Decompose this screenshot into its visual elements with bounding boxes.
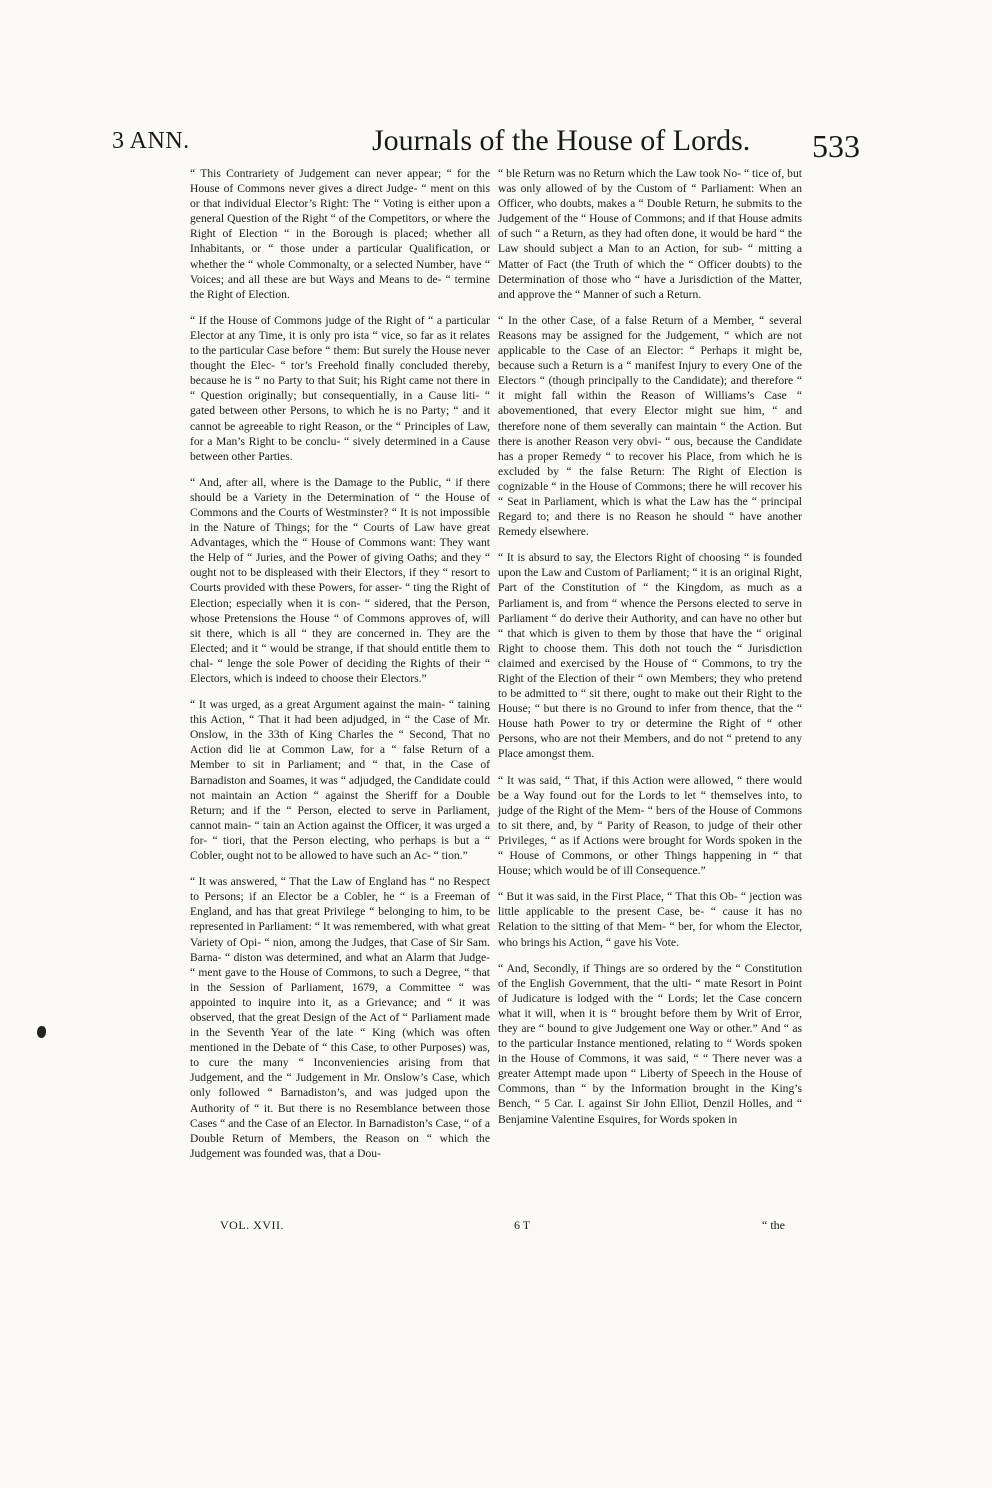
left-column [190,166,490,1172]
right-column [498,166,802,1138]
page-title: Journals of the House of Lords. [372,124,751,157]
paragraph: “ And, after all, where is the Damage to the Public, “ if there should be a Variety in the Determination of “ the House of Commons and the Courts of Westminster? “ It is not impossible in the Nature of Things; for the “ Courts of Law have great Advantages, which the “ House of Commons want: They want the Help of “ Juries, and the Power of giving Oaths; and they “ ought not to be displeased with their Electors, if they “ resort to Courts provided with these Powers, for asser- “ ting the Right of Election; especially when it is con- “ sidered, that the Person, whose Pretensions the House “ of Commons approves of, will sit there, which is all “ they are concerned in. They are the Elected; and it “ would be strange, if that should entitle them to chal- “ lenge the sole Power of deciding the Rights of their “ Electors, which is indeed to choose their Electors.” [190,475,490,685]
paragraph: “ ble Return was no Return which the Law took No- “ tice of, but was only allowed of by the Custom of “ Parliament: When an Officer, who doubts, makes a “ Double Return, he submits to the Judgement of the “ House of Commons; and if that House admits of such “ a Return, as they had often done, it would be hard “ the Law should subject a Man to an Action, for sub- “ mitting a Matter of Fact (the Truth of which the “ Officer doubts) to the Determination of those who “ have a Jurisdiction of the Matter, and approve the “ Manner of such a Return. [498,167,802,301]
catchword: “ the [762,1218,785,1232]
paragraph: “ But it was said, in the First Place, “ That this Ob- “ jection was little applicable to the present Case, be- “ cause it has no Relation to the sitting of that Mem- “ ber, for whom the Elector, who brings his Action, “ gave his Vote. [498,890,802,949]
paragraph: “ It was urged, as a great Argument against the main- “ taining this Action, “ That it had been adjudged, in “ the Case of Mr. Onslow, in the 33th of King Charles the “ Second, That no Action did lie at Common Law, for a “ false Return of a Member to sit in Parliament; and “ that, in the Case of Barnadiston and Soames, it was “ adjudged, the Candidate could not maintain an Action “ against the Sheriff for a Double Return; and if the “ Person, elected to serve in Parliament, cannot main- “ tain an Action against the Officer, it was urged a for- “ tiori, that the Person electing, who perhaps is but a “ Cobler, ought not to be allowed to have such an Ac- “ tion.” [190,698,490,863]
ink-blot [37,1026,46,1038]
volume-footer: VOL. XVII. [220,1218,284,1232]
signature-mark: 6 T [514,1218,531,1232]
running-head-left: 3 ANN. [112,128,190,154]
page-number: 533 [812,128,860,164]
paragraph: “ And, Secondly, if Things are so ordered by the “ Constitution of the English Government, that the ulti- “ mate Resort in Point of Judicature is lodged with the “ Lords; let the Case concern what it will, when it is “ brought before them by Writ of Error, they are “ bound to give Judgement one Way or other.” And “ as to the particular Instance mentioned, relating to “ Words spoken in the House of Commons, it was said, “ “ There never was a greater Attempt made upon “ Liberty of Speech in the House of Commons, than “ by the Information brought in the King’s Bench, “ 5 Car. I. against Sir John Elliot, Denzil Holles, and “ Benjamine Valentine Esquires, for Words spoken in [498,961,802,1126]
paragraph: “ It is absurd to say, the Electors Right of choosing “ is founded upon the Law and Custom of Parliament; “ it is an original Right, Part of the Constitution of “ the Kingdom, as much as a Parliament is, and from “ whence the Persons elected to serve in Parliament “ do derive their Authority, and can have no other but “ that which is given to them by those that have the “ original Right to choose them. This doth not touch the “ Jurisdiction claimed and exercised by the House of “ Commons, to try the Right of the Election of their “ own Members; they who pretend to be admitted to “ sit there, ought to make out their Right to the House; “ but there is no Ground to infer from thence, that the “ House hath Power to try or determine the Right of “ other Persons, who are not their Members, and do not “ pretend to any Place amongst them. [498,551,802,761]
paragraph: “ If the House of Commons judge of the Right of “ a particular Elector at any Time, it is only pro ista “ vice, so far as it relates to the particular Case before “ them: But surely the House never thought the Elec- “ tor’s Freehold finally concluded thereby, because he is “ no Party to that Suit; his Right came not there in “ Question originally; but consequentially, in a Cause liti- “ gated between other Persons, to which he is no Party; “ and it cannot be agreeable to right Reason, or the “ Principles of Law, for a Man’s Right to be conclu- “ sively determined in a Cause between other Parties. [190,313,490,463]
paragraph: “ It was said, “ That, if this Action were allowed, “ there would be a Way found out for the Lords to let “ themselves into, to judge of the Right of the Mem- “ bers of the House of Commons to sit there, and, by “ Parity of Reason, to judge of their other Privileges, “ as if Actions were brought for Words spoken in the “ House of Commons, or other Things happening in “ that House; which would be of ill Consequence.” [498,773,802,878]
paragraph: “ This Contrariety of Judgement can never appear; “ for the House of Commons never gives a direct Judge- “ ment on this or that individual Elector’s Right: The “ Voting is either upon a general Question of the Right “ of the Competitors, or where the Right of Election “ in the Borough is placed; whether all Inhabitants, or “ those under a particular Qualification, or whether the “ whole Commonalty, or a selected Number, have “ Voices; and all these are but Ways and Means to de- “ termine the Right of Election. [190,167,490,301]
paragraph: “ In the other Case, of a false Return of a Member, “ several Reasons may be assigned for the Judgement, “ which are not applicable to the Case of an Elector: “ Perhaps it might be, because such a Return is a “ manifest Injury to every One of the Electors “ (though principally to the Candidate); and therefore “ it might fall within the Reason of Williams’s Case “ abovementioned, that every Elector might sue him, “ and therefore none of them severally can maintain “ the Action. But there is another Reason very obvi- “ ous, because the Candidate has a proper Remedy “ to recover his Place, from which he is excluded by “ the false Return: The Right of Election is cognizable “ in the House of Commons; there he will recover his “ Seat in Parliament, which is what the Law has the “ principal Regard to; and there is no Reason he should “ have another Remedy elsewhere. [498,313,802,539]
paragraph: “ It was answered, “ That the Law of England has “ no Respect to Persons; if an Elector be a Cobler, he “ is a Freeman of England, and has that great Privilege “ belonging to him, to be represented in Parliament: “ It was remembered, with what great Variety of Opi- “ nion, among the Judges, that Case of Sir Sam. Barna- “ diston was determined, and what an Alarm that Judge- “ ment gave to the House of Commons, to such a Degree, “ that in the Session of Parliament, 1679, a Committee “ was appointed to inquire into it, as a Grievance; and “ it was observed, that the great Design of the Act of “ Parliament made in the Seventh Year of the late “ King (which was often mentioned in the Debate of “ this Case, to other Purposes) was, to cure the many “ Inconveniencies arising from that Judgement, and the “ Judgement in Mr. Onslow’s Case, which only followed “ Barnadiston’s, and was judged upon the Authority of “ it. But there is no Resemblance between those Cases “ and the Case of an Elector. In Barnadiston’s Case, “ of a Double Return of Members, the Reason on “ which the Judgement was founded was, that a Dou- [190,875,490,1160]
